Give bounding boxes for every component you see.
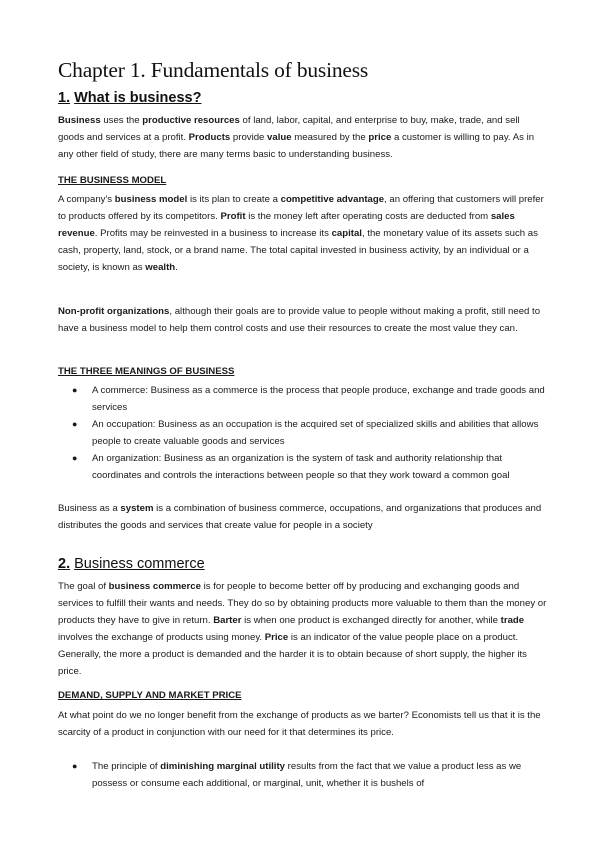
section-2-heading bbox=[58, 556, 205, 572]
bullet-icon: ● bbox=[72, 761, 78, 771]
section-1-title: What is business? bbox=[74, 90, 202, 106]
business-model-paragraph: A company's business model is its plan to create a competitive advantage, an offering that customers will prefer to products offered by its competitors. Profit is the money left after operating costs are deducted from sales revenue. Profits may be reinvested in a business to increase its capital, the monetary value of its assets such as cash, property, land, stock, or a brand name. The total capital invested in business activity, by an individual or a society, is known as wealth. bbox=[58, 194, 544, 273]
list-item: ● A commerce: Business as a commerce is the process that people produce, exchange and trade goods and services bbox=[58, 382, 548, 416]
three-meanings-list bbox=[58, 382, 548, 484]
section-2-number: 2. bbox=[58, 556, 71, 572]
chapter-title: Chapter 1. Fundamentals of business bbox=[58, 58, 369, 82]
demand-supply-heading: DEMAND, SUPPLY AND MARKET PRICE bbox=[58, 690, 242, 701]
demand-supply-paragraph: At what point do we no longer benefit from the exchange of products as we barter? Economists tell us that it is the scarcity of a product in conjunction with our need for it that determines its price. bbox=[58, 710, 541, 738]
bullet-icon: ● bbox=[72, 385, 78, 395]
non-profit-paragraph: Non-profit organizations, although their goals are to provide value to people without making a profit, still need to have a business model to help them control costs and use their resources to create the most value they can. bbox=[58, 306, 541, 334]
bullet-icon: ● bbox=[72, 453, 78, 463]
three-meanings-heading: THE THREE MEANINGS OF BUSINESS bbox=[58, 366, 235, 377]
list-item: ● An occupation: Business as an occupation is the acquired set of specialized skills and abilities that allows people to create valuable goods and services bbox=[58, 416, 548, 450]
business-model-heading: THE BUSINESS MODEL bbox=[58, 175, 167, 186]
list-item: ● An organization: Business as an organization is the system of task and authority relationship that coordinates and controls the interactions between people so that they work toward a common goal bbox=[58, 450, 548, 484]
section-2-intro: The goal of business commerce is for people to become better off by producing and exchanging goods and services to fulfill their wants and needs. They do so by obtaining products more valuable to them than the money or products they have to give in return. Barter is when one product is exchanged directly for another, while trade involves the exchange of products using money. Price is an indicator of the value people place on a product. Generally, the more a product is demanded and the harder it is to obtain because of short supply, the higher its price. bbox=[58, 581, 547, 677]
section-1-heading bbox=[58, 90, 201, 106]
section-1-intro: Business uses the productive resources of land, labor, capital, and enterprise to buy, make, trade, and sell goods and services at a profit. Products provide value measured by the price a customer is willing to pay. As in any other field of study, there are many terms basic to understanding business. bbox=[58, 115, 535, 160]
section-1-number: 1. bbox=[58, 90, 71, 106]
list-item: ● The principle of diminishing marginal utility results from the fact that we value a product less as we possess or consume each additional, or marginal, unit, whether it is bushels of bbox=[58, 758, 548, 792]
section-2-title: Business commerce bbox=[74, 556, 205, 572]
marginal-utility-list bbox=[58, 758, 548, 792]
bullet-icon: ● bbox=[72, 419, 78, 429]
business-system-paragraph: Business as a system is a combination of business commerce, occupations, and organizations that produces and distributes the goods and services that create value for people in a society bbox=[58, 503, 542, 531]
